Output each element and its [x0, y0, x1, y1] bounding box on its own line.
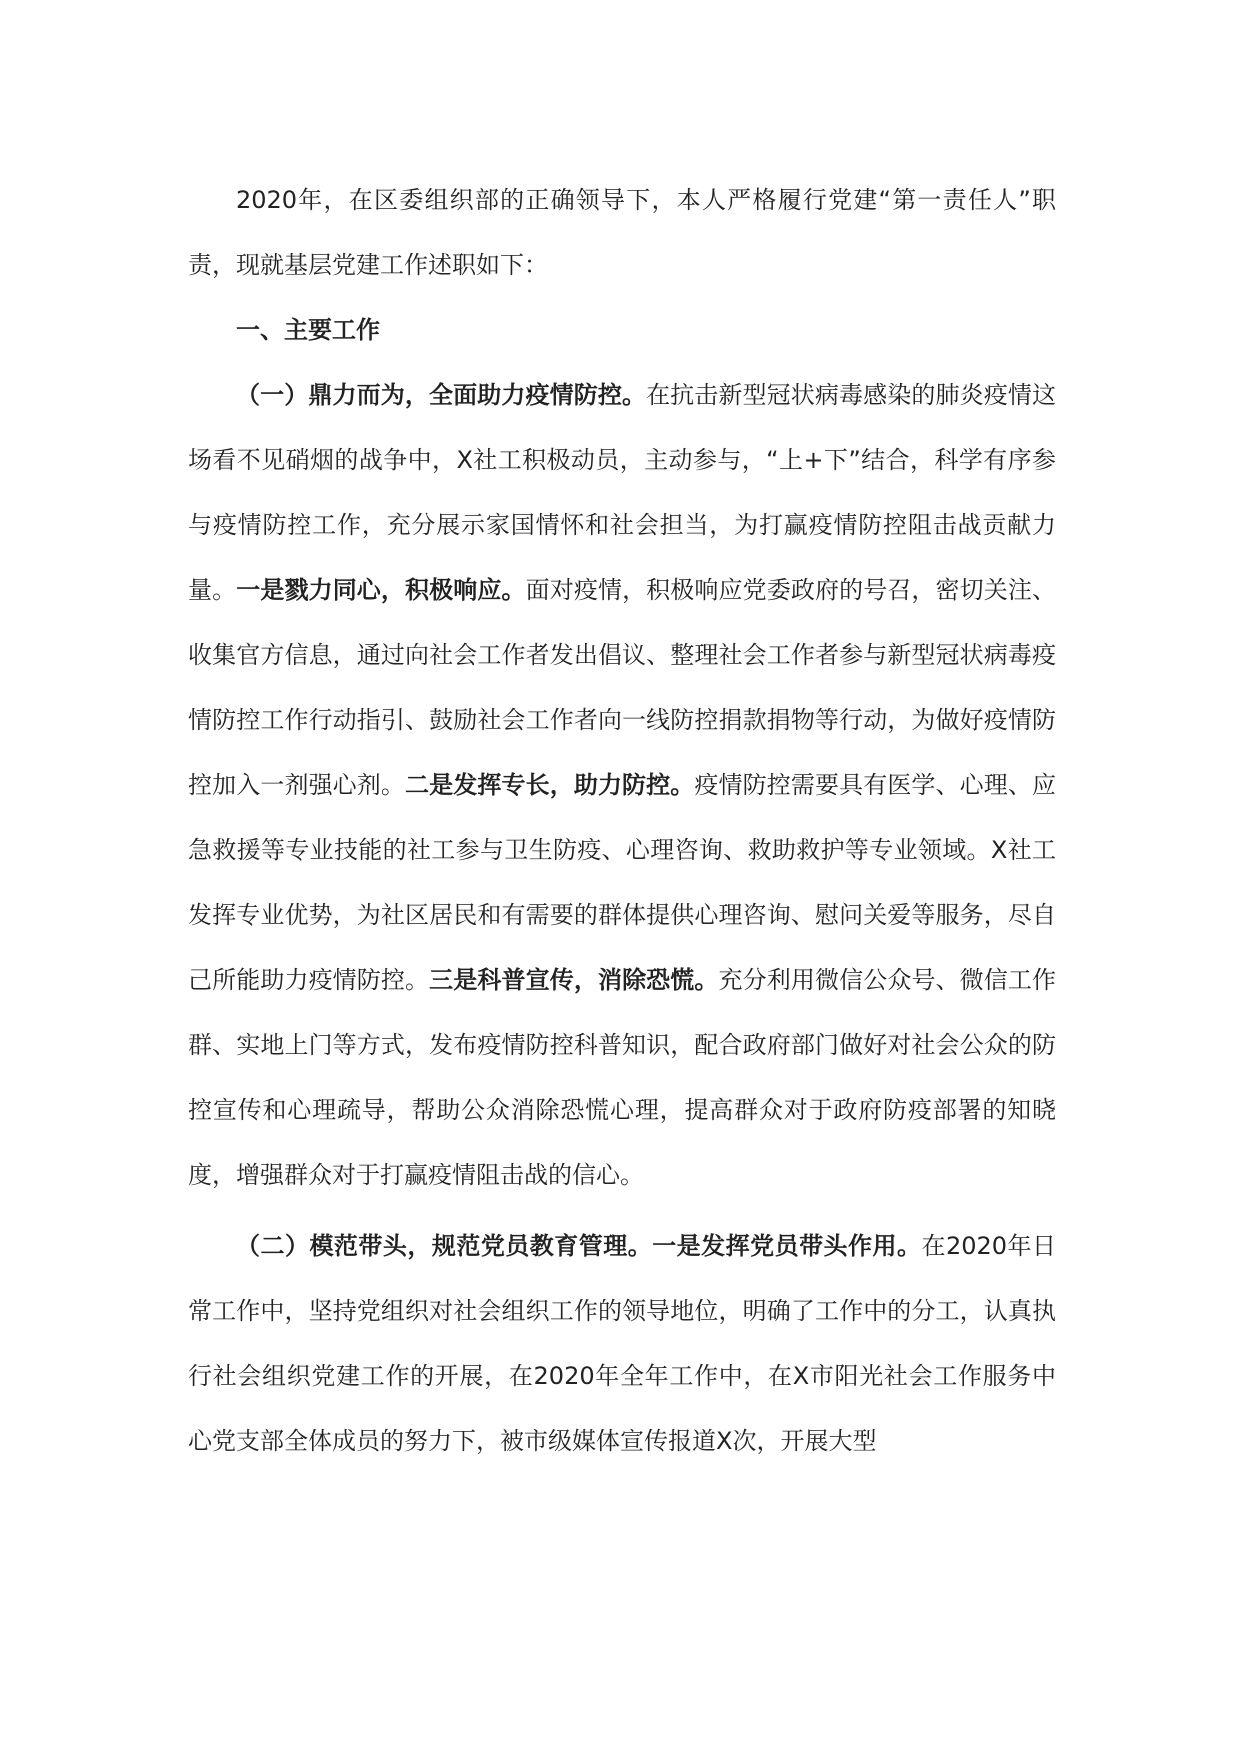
section-2-point-1-title: 一是发挥党员带头作用。	[652, 1232, 922, 1260]
section-1-lead: 在抗击新型冠状病毒感染的肺炎疫情这场看不见硝烟的战争中，X社工积极动员，主动参与，“上+下”结合，科学有序参与疫情防控工作，充分展示家国情怀和社会担当，为打赢疫情防控阻击战贡献力量。	[188, 381, 1057, 604]
section-1-point-3-text: 充分利用微信公众号、微信工作群、实地上门等方式，发布疫情防控科普知识，配合政府部门做好对社会公众的防控宣传和心理疏导，帮助公众消除恐慌心理，提高群众对于政府防疫部署的知晓度，增强群众对于打赢疫情阻击战的信心。	[188, 966, 1057, 1189]
section-1-paragraph	[188, 363, 1056, 1208]
section-1-point-2-title: 二是发挥专长，助力防控。	[405, 771, 695, 799]
section-1-point-1-title: 一是戮力同心，积极响应。	[236, 576, 526, 604]
section-2-paragraph	[188, 1214, 1056, 1474]
section-1-point-1-text: 面对疫情，积极响应党委政府的号召，密切关注、收集官方信息，通过向社会工作者发出倡议、整理社会工作者参与新型冠状病毒疫情防控工作行动指引、鼓励社会工作者向一线防控捐款捐物等行动，为做好疫情防控加入一剂强心剂。	[188, 576, 1057, 799]
section-1-title: （一）鼎力而为，全面助力疫情防控。	[236, 381, 647, 409]
section-2-point-1-text: 在2020年日常工作中，坚持党组织对社会组织工作的领导地位，明确了工作中的分工，认真执行社会组织党建工作的开展，在2020年全年工作中，在X市阳光社会工作服务中心党支部全体成员的努力下，被市级媒体宣传报道X次，开展大型	[188, 1232, 1057, 1455]
document-body	[188, 168, 1056, 1474]
main-heading	[188, 298, 1056, 363]
section-1-point-3-title: 三是科普宣传，消除恐慌。	[429, 966, 719, 994]
main-heading-text: 一、主要工作	[236, 316, 380, 344]
section-2-title: （二）模范带头，规范党员教育管理。	[236, 1232, 653, 1260]
section-1-point-2-text: 疫情防控需要具有医学、心理、应急救援等专业技能的社工参与卫生防疫、心理咨询、救助救护等专业领域。X社工发挥专业优势，为社区居民和有需要的群体提供心理咨询、慰问关爱等服务，尽自己所能助力疫情防控。	[188, 771, 1057, 994]
intro-paragraph	[188, 168, 1056, 298]
intro-text: 2020年，在区委组织部的正确领导下，本人严格履行党建“第一责任人”职责，现就基层党建工作述职如下：	[188, 186, 1056, 279]
